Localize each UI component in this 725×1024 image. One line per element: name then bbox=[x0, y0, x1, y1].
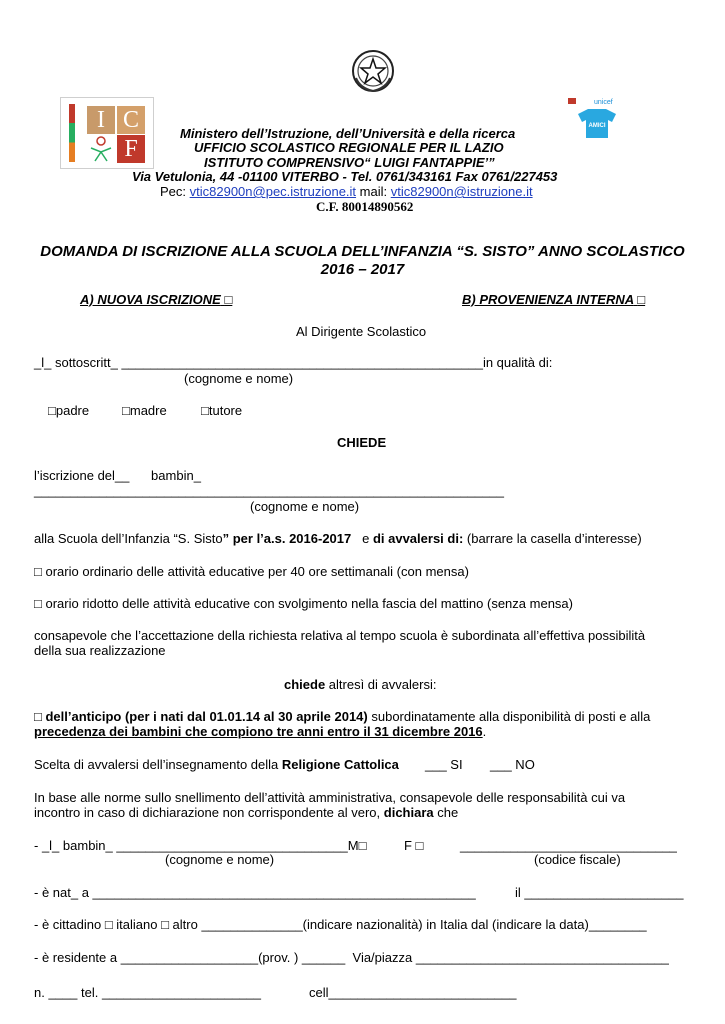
role-madre-label: madre bbox=[129, 403, 167, 418]
enrollment-line[interactable]: l’iscrizione del__ bambin_ bbox=[34, 468, 201, 483]
role-madre-checkbox[interactable]: □ bbox=[122, 403, 130, 418]
school-logo bbox=[60, 97, 154, 169]
school-line bbox=[34, 531, 642, 546]
declaration-line1: In base alle norme sullo snellimento dell’attività amministrativa, consapevole delle responsabilità cui va bbox=[34, 790, 626, 805]
form-title-line1: DOMANDA DI ISCRIZIONE ALLA SCUOLA DELL’INFANZIA “S. SISTO” ANNO SCOLASTICO bbox=[40, 243, 685, 260]
child-name-caption: (cognome e nome) bbox=[165, 852, 275, 867]
fiscal-code: C.F. 80014890562 bbox=[316, 199, 414, 214]
anticipo-line2 bbox=[34, 724, 486, 739]
children-figure-icon bbox=[89, 136, 113, 162]
declaration-line2c: che bbox=[433, 805, 459, 820]
schedule-full-checkbox[interactable]: □ bbox=[34, 564, 42, 579]
religion-si-field[interactable]: ___ SI bbox=[425, 757, 463, 772]
anticipo-checkbox[interactable]: □ bbox=[34, 709, 42, 724]
unicef-amici-logo bbox=[566, 96, 628, 141]
child-name-field[interactable] bbox=[34, 838, 366, 853]
anticipo-line1[interactable] bbox=[34, 709, 650, 724]
schedule-full-label: orario ordinario delle attività educative per 40 ore settimanali (con mensa) bbox=[45, 564, 469, 579]
form-title-line2: 2016 – 2017 bbox=[320, 261, 405, 278]
anticipo-bold: dell’anticipo (per i nati dal 01.01.14 al 30 aprile 2014) bbox=[45, 709, 368, 724]
mail-label: mail: bbox=[359, 184, 388, 199]
consapevole-line2: della sua realizzazione bbox=[34, 643, 166, 658]
role-tutore-label: tutore bbox=[208, 403, 243, 418]
role-padre-label: padre bbox=[55, 403, 90, 418]
declaration-dichiara: dichiara bbox=[383, 805, 434, 820]
logo-color-bar bbox=[69, 104, 75, 162]
option-new-enrollment-label: A) NUOVA ISCRIZIONE bbox=[80, 292, 221, 307]
enrollment-name-field[interactable]: _________________________________________________________________ bbox=[34, 483, 504, 498]
citizenship-field[interactable]: - è cittadino □ italiano □ altro ______________(indicare nazionalità) in Italia dal (indicare la data)________ bbox=[34, 917, 647, 932]
female-checkbox[interactable]: F □ bbox=[404, 838, 424, 853]
school-line-part1: alla Scuola dell’Infanzia “S. Sisto bbox=[34, 531, 223, 546]
schedule-reduced[interactable] bbox=[34, 596, 573, 611]
child-name-text[interactable]: - _l_ bambin_ ________________________________M bbox=[34, 838, 359, 853]
republic-emblem-icon bbox=[350, 48, 396, 94]
schedule-full[interactable] bbox=[34, 564, 469, 579]
option-internal-label: B) PROVENIENZA INTERNA bbox=[462, 292, 634, 307]
svg-text:unicef: unicef bbox=[594, 99, 613, 106]
mail-email-link[interactable]: vtic82900n@istruzione.it bbox=[390, 184, 533, 199]
schedule-reduced-label: orario ridotto delle attività educative con svolgimento nella fascia del mattino (senza mensa) bbox=[45, 596, 573, 611]
chiede-heading: CHIEDE bbox=[337, 435, 387, 450]
school-line-note: (barrare la casella d’interesse) bbox=[463, 531, 642, 546]
fiscal-code-field[interactable]: ______________________________ bbox=[460, 838, 677, 853]
enrollment-caption: (cognome e nome) bbox=[250, 499, 360, 514]
schedule-reduced-checkbox[interactable]: □ bbox=[34, 596, 42, 611]
school-line-year: ” per l’a.s. 2016-2017 bbox=[222, 531, 352, 546]
consapevole-line1: consapevole che l’accettazione della richiesta relativa al tempo scuola è subordinata all’effettiva possibilità bbox=[34, 628, 646, 643]
undersigned-suffix: in qualità di: bbox=[482, 355, 553, 370]
male-checkbox[interactable]: □ bbox=[358, 838, 367, 853]
residence-field[interactable]: - è residente a ___________________(prov. ) ______ Via/piazza ___________________________________ bbox=[34, 950, 669, 965]
addressee: Al Dirigente Scolastico bbox=[296, 324, 427, 339]
role-padre-checkbox[interactable]: □ bbox=[48, 403, 56, 418]
chiede-also-bold: chiede bbox=[284, 677, 326, 692]
regional-office: UFFICIO SCOLASTICO REGIONALE PER IL LAZIO bbox=[194, 140, 504, 155]
option-internal-checkbox[interactable]: □ bbox=[637, 292, 646, 307]
undersigned-caption: (cognome e nome) bbox=[184, 371, 294, 386]
logo-letter-c: C bbox=[117, 106, 145, 134]
ministry-name: Ministero dell’Istruzione, dell’Università e della ricerca bbox=[180, 126, 516, 141]
declaration-line2a: incontro in caso di dichiarazione non corrispondente al vero, bbox=[34, 805, 384, 820]
role-padre[interactable] bbox=[48, 403, 89, 418]
pec-email-link[interactable]: vtic82900n@pec.istruzione.it bbox=[189, 184, 357, 199]
contacts-line bbox=[160, 184, 533, 199]
school-line-part3: e bbox=[351, 531, 373, 546]
religion-bold: Religione Cattolica bbox=[281, 757, 399, 772]
role-madre[interactable] bbox=[122, 403, 167, 418]
logo-letter-f: F bbox=[117, 135, 145, 163]
phone-field[interactable]: n. ____ tel. ______________________ bbox=[34, 985, 261, 1000]
role-tutore-checkbox[interactable]: □ bbox=[201, 403, 209, 418]
institute-name: ISTITUTO COMPRENSIVO“ LUIGI FANTAPPIE’” bbox=[204, 155, 495, 170]
option-new-enrollment-checkbox[interactable]: □ bbox=[224, 292, 233, 307]
svg-text:AMICI: AMICI bbox=[588, 123, 606, 129]
logo-letter-i: I bbox=[87, 106, 115, 134]
birthplace-field[interactable]: - è nat_ a _____________________________________________________ bbox=[34, 885, 476, 900]
religion-no-field[interactable]: ___ NO bbox=[490, 757, 535, 772]
birthdate-field[interactable]: il ______________________ bbox=[515, 885, 684, 900]
option-new-enrollment[interactable] bbox=[80, 292, 232, 307]
role-tutore[interactable] bbox=[201, 403, 242, 418]
anticipo-end: . bbox=[482, 724, 487, 739]
chiede-also bbox=[284, 677, 436, 692]
undersigned-name-field[interactable]: __________________________________________________ bbox=[121, 355, 483, 370]
undersigned-line bbox=[34, 355, 552, 370]
fiscal-code-caption: (codice fiscale) bbox=[534, 852, 621, 867]
anticipo-rest: subordinatamente alla disponibilità di posti e alla bbox=[367, 709, 651, 724]
religion-line bbox=[34, 757, 399, 772]
declaration-line2 bbox=[34, 805, 458, 820]
school-address: Via Vetulonia, 44 -01100 VITERBO - Tel. 0761/343161 Fax 0761/227453 bbox=[132, 169, 558, 184]
school-line-avvalersi: di avvalersi di: bbox=[372, 531, 464, 546]
anticipo-precedence: precedenza dei bambini che compiono tre anni entro il 31 dicembre 2016 bbox=[34, 724, 483, 739]
chiede-also-rest: altresì di avvalersi: bbox=[325, 677, 437, 692]
pec-label: Pec: bbox=[160, 184, 187, 199]
religion-text: Scelta di avvalersi dell’insegnamento della bbox=[34, 757, 282, 772]
cell-field[interactable]: cell__________________________ bbox=[309, 985, 517, 1000]
option-internal[interactable] bbox=[462, 292, 645, 307]
undersigned-prefix: _l_ sottoscritt_ bbox=[34, 355, 122, 370]
